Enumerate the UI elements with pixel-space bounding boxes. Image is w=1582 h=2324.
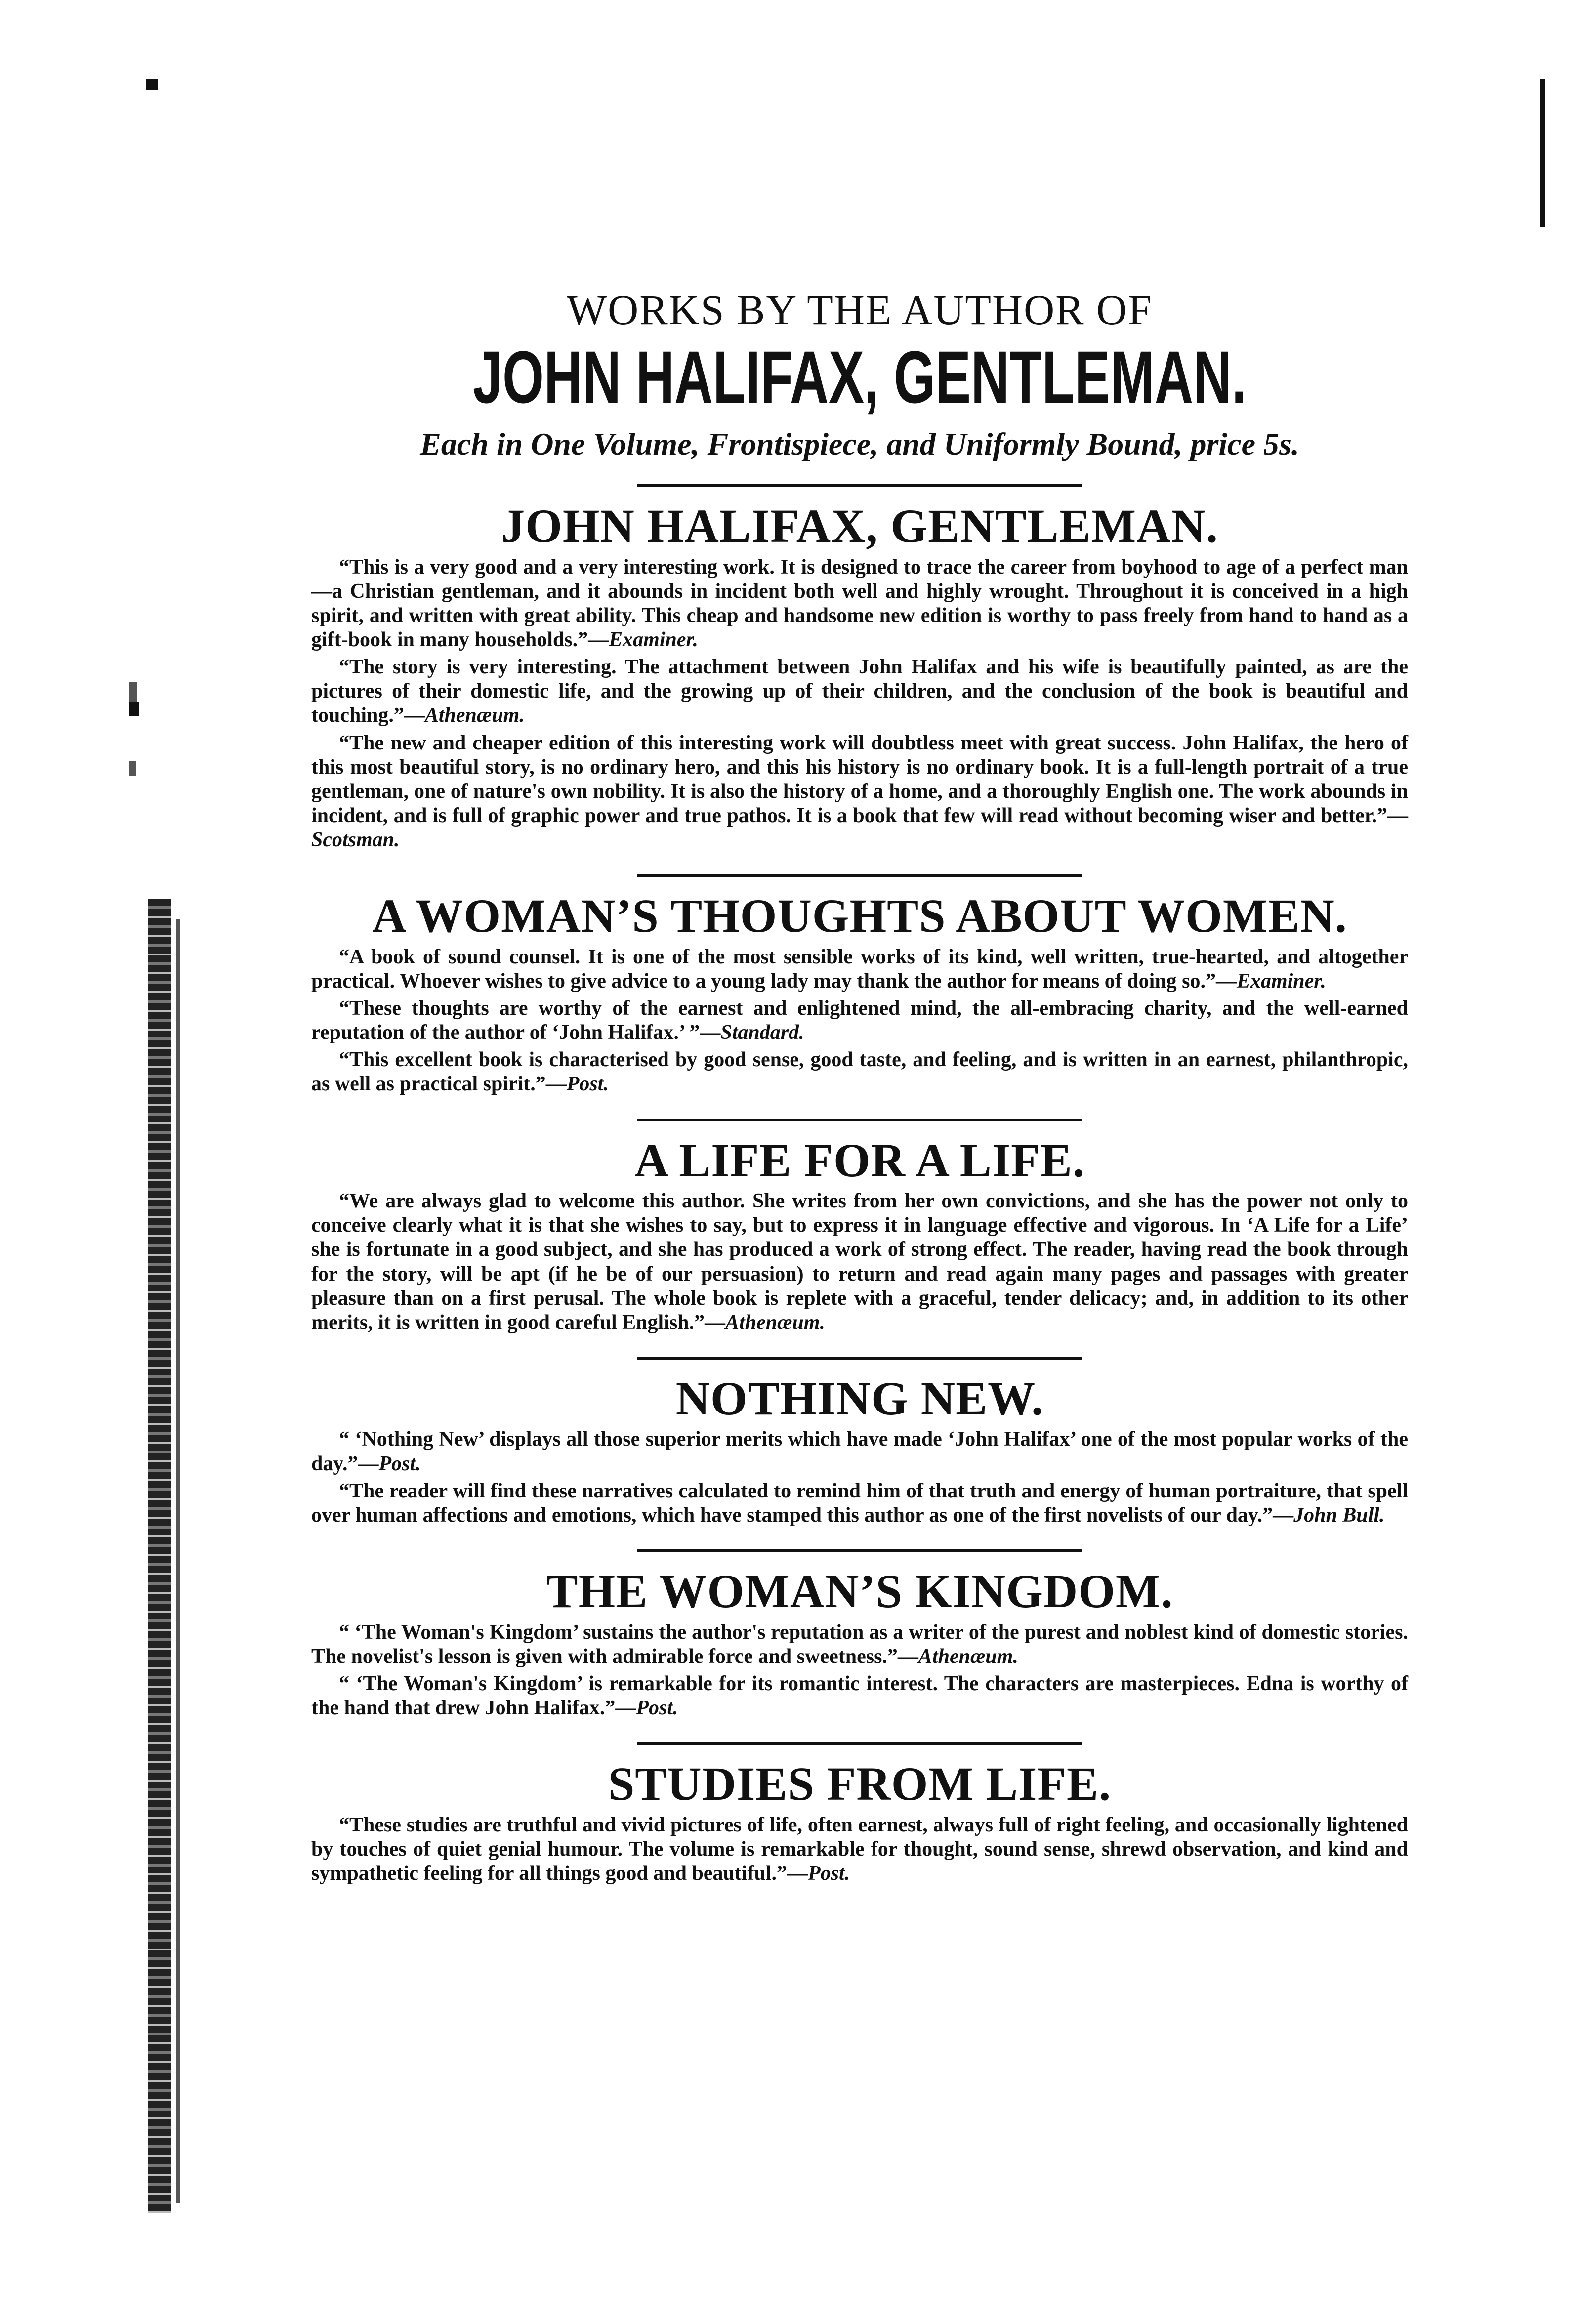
section [311,484,1408,852]
quote-source: Athenæum. [725,1311,825,1334]
scan-mark-left-3 [129,761,136,776]
quote-text: “ ‘The Woman's Kingdom’ is remarkable for its romantic interest. The characters are masterpieces. Edna is worthy of the hand that drew John Halifax.”— [311,1672,1408,1719]
quote-source: Post. [807,1862,850,1885]
quote-source: Post. [566,1073,609,1096]
subtitle: Each in One Volume, Frontispiece, and Uniformly Bound, price 5s. [420,426,1299,462]
review-quote [311,555,1408,653]
section-title: THE WOMAN’S KINGDOM. [546,1564,1173,1618]
review-quote [311,1813,1408,1886]
quote-source: Post. [636,1696,678,1719]
quote-source: Scotsman. [311,829,400,852]
kicker: WORKS BY THE AUTHOR OF [567,286,1153,333]
quote-text: “ ‘The Woman's Kingdom’ sustains the author's reputation as a writer of the purest and noblest kind of domestic stories. The novelist's lesson is given with admirable force and sweetness.”— [311,1620,1408,1668]
section-title: STUDIES FROM LIFE. [608,1757,1112,1811]
review-quote [311,731,1408,853]
quote-text: “This is a very good and a very interesting work. It is designed to trace the career from boyhood to age of a perfect man—a Christian gentleman, and it abounds in incident both well and highly wrought. Throughout it is conceived in a high spirit, and written with great ability. This cheap and handsome new edition is worthy to pass freely from hand to hand as a gift-book in many households.”— [311,555,1408,652]
scan-mark-left-2 [129,702,139,716]
section-title: A LIFE FOR A LIFE. [634,1133,1085,1187]
quote-source: Examiner. [1236,969,1326,993]
divider-rule [637,484,1082,487]
quote-source: John Bull. [1293,1503,1385,1527]
section [311,1742,1408,1886]
quote-text: “A book of sound counsel. It is one of the most sensible works of its kind, well written, true-hearted, and altogether practical. Whoever wishes to give advice to a young lady may thank the author for means of doing so.”— [311,945,1408,993]
quote-text: “This excellent book is characterised by good sense, good taste, and feeling, and is written in an earnest, philanthropic, as well as practical spirit.”— [311,1048,1408,1096]
review-quote [311,945,1408,994]
divider-rule [637,874,1082,877]
quote-text: “The new and cheaper edition of this interesting work will doubtless meet with great success. John Halifax, the hero of this most beautiful story, is no ordinary hero, and this his history is no ordinary book. It is a full-length portrait of a true gentleman, one of nature's own nobility. It is also the history of a home, and a thoroughly English one. The work abounds in incident, and is full of graphic power and true pathos. It is a book that few will read without becoming wiser and better.”— [311,731,1408,827]
section [311,1549,1408,1720]
section [311,1357,1408,1528]
quote-source: Athenæum. [424,704,525,727]
scan-edge-left-inner [176,919,180,2203]
main-title: JOHN HALIFAX, GENTLEMAN. [472,335,1247,418]
review-quote [311,655,1408,728]
quote-text: “ ‘Nothing New’ displays all those superior merits which have made ‘John Halifax’ one of the most popular works of the day.”— [311,1428,1408,1475]
review-quote [311,1620,1408,1669]
review-quote [311,1427,1408,1476]
divider-rule [637,1357,1082,1360]
section-title: NOTHING NEW. [675,1371,1044,1425]
divider-rule [637,1549,1082,1552]
review-quote [311,1189,1408,1335]
quote-source: Athenæum. [918,1645,1018,1668]
scan-mark-top-right [1540,79,1545,227]
review-quote [311,1048,1408,1096]
section-title: JOHN HALIFAX, GENTLEMAN. [501,499,1218,553]
section-title: A WOMAN’S THOUGHTS ABOUT WOMEN. [372,889,1347,943]
quote-source: Examiner. [609,628,699,652]
scan-mark-top-left [146,79,158,90]
section [311,874,1408,1096]
divider-rule [637,1742,1082,1745]
review-quote [311,1672,1408,1720]
quote-source: Standard. [720,1021,804,1044]
sections [311,484,1408,1886]
quote-text: “The story is very interesting. The attachment between John Halifax and his wife is beautifully painted, as are the pictures of their domestic life, and the growing up of their children, and the conclusion of the book is beautiful and touching.”— [311,656,1408,727]
divider-rule [637,1119,1082,1121]
review-quote [311,996,1408,1045]
advertisement-content [311,287,1408,1886]
quote-text: “We are always glad to welcome this author. She writes from her own convictions, and she has the power not only to conceive clearly what it is that she wishes to say, but to express it in language effective and vigorous. In ‘A Life for a Life’ she is fortunate in a good subject, and she has produced a work of strong effect. The reader, having read the book through for the story, will be apt (if he be of our persuasion) to return and read again many pages and passages with greater pleasure than on a first perusal. The whole book is replete with a graceful, tender delicacy; and, in addition to its other merits, it is written in good careful English.”— [311,1190,1408,1334]
quote-text: “The reader will find these narratives calculated to remind him of that truth and energy of human portraiture, that spell over human affections and emotions, which have stamped this author as one of the first novelists of our day.”— [311,1479,1408,1527]
section [311,1119,1408,1335]
review-quote [311,1479,1408,1528]
quote-source: Post. [378,1452,421,1475]
scan-edge-left [148,899,171,2213]
quote-text: “These studies are truthful and vivid pictures of life, often earnest, always full of right feeling, and occasionally lightened by touches of quiet genial humour. The volume is remarkable for thought, sound sense, shrewd observation, and kind and sympathetic feeling for all things good and beautiful.”— [311,1813,1408,1885]
quote-text: “These thoughts are worthy of the earnest and enlightened mind, the all-embracing charity, and the well-earned reputation of the author of ‘John Halifax.’ ”— [311,997,1408,1044]
